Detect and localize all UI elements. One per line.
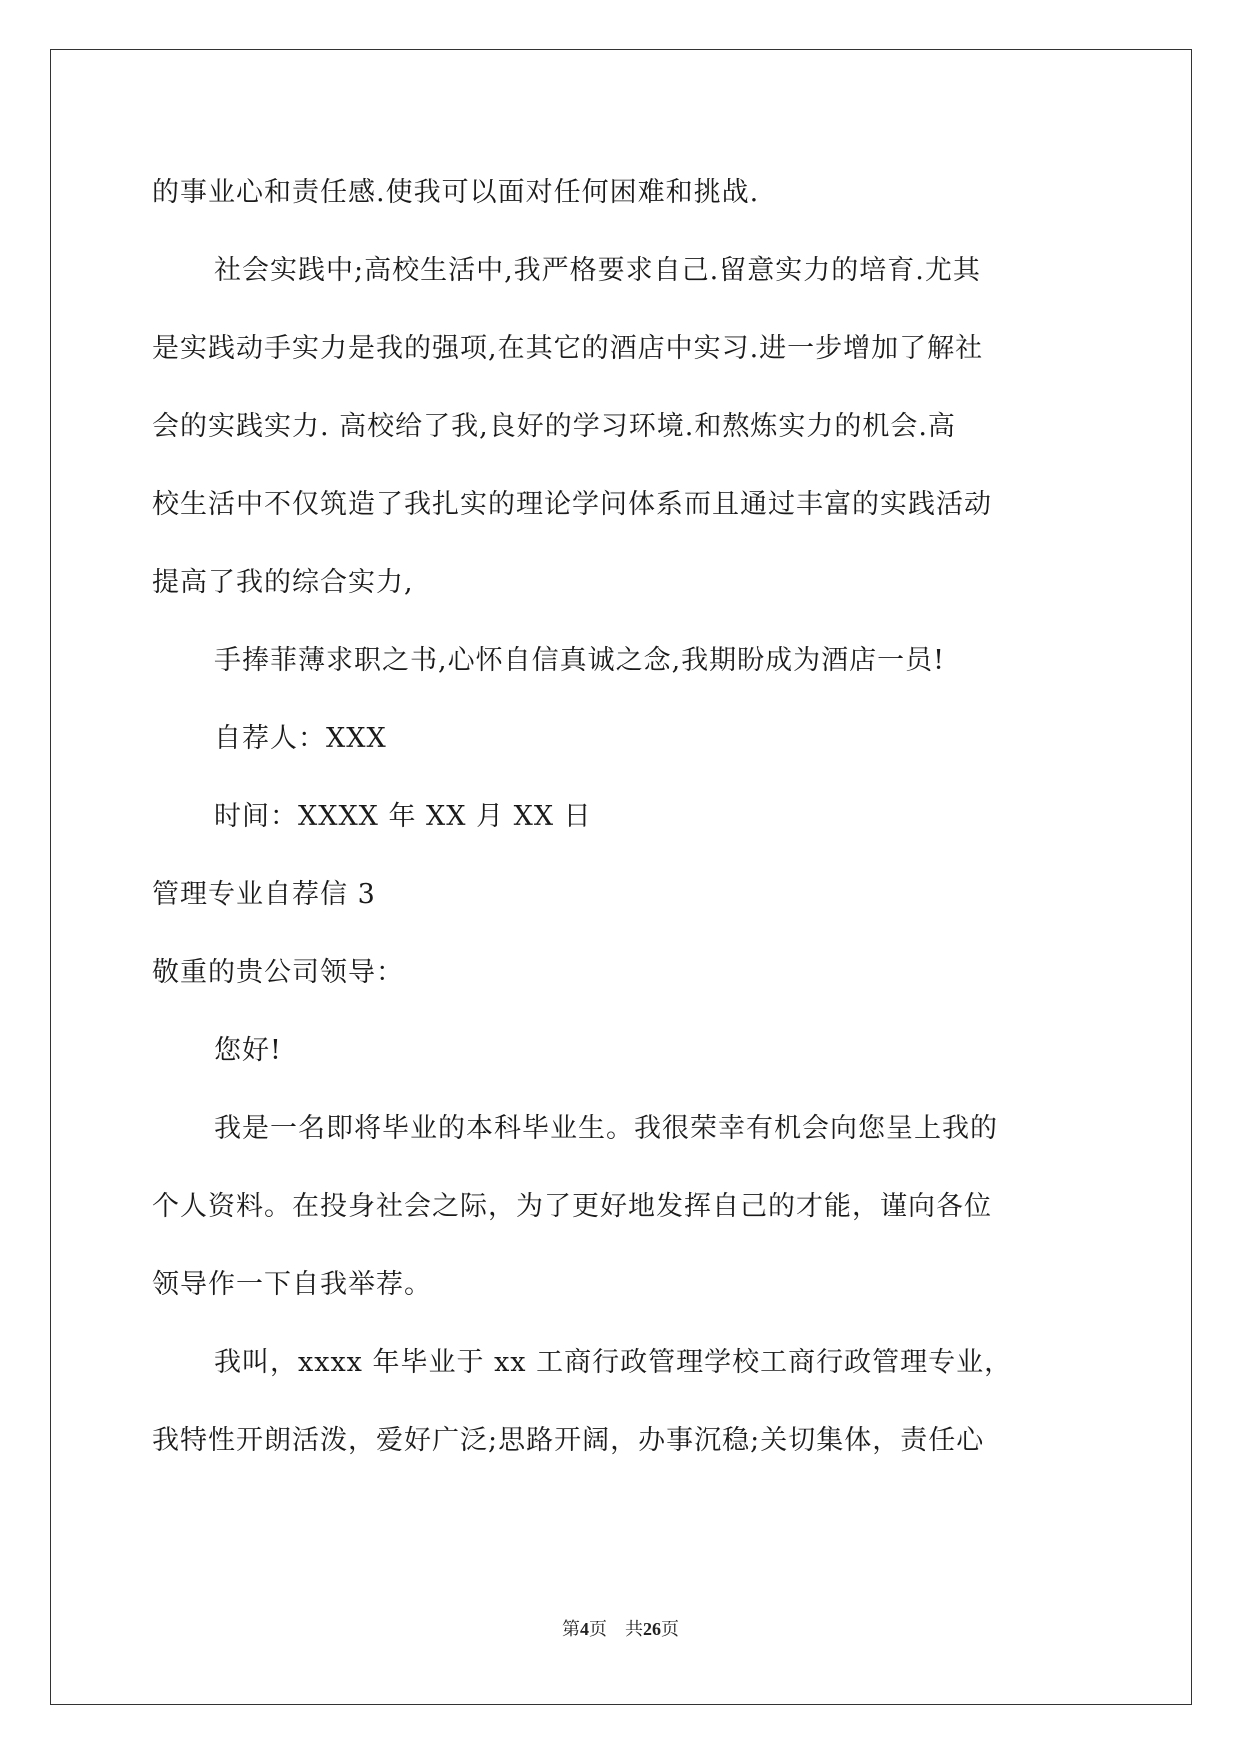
greeting: 您好! xyxy=(214,1035,282,1066)
text-line: 个人资料。在投身社会之际，为了更好地发挥自己的才能，谨向各位 xyxy=(152,1191,992,1222)
paragraph-start-line: 社会实践中;高校生活中,我严格要求自己.留意实力的培育.尤其 xyxy=(214,255,981,286)
page-number: 4 xyxy=(580,1619,589,1639)
section-heading: 管理专业自荐信 3 xyxy=(152,879,376,910)
signature-line: 自荐人：XXX xyxy=(214,723,387,754)
text-line: 是实践动手实力是我的强项,在其它的酒店中实习.进一步增加了解社 xyxy=(152,333,984,364)
total-suffix: 页 xyxy=(661,1619,679,1639)
paragraph-start-line: 手捧菲薄求职之书,心怀自信真诚之念,我期盼成为酒店一员! xyxy=(214,645,946,676)
date-line: 时间：XXXX 年 XX 月 XX 日 xyxy=(214,801,592,832)
text-line: 我特性开朗活泼，爱好广泛;思路开阔，办事沉稳;关切集体，责任心 xyxy=(152,1425,985,1456)
total-pages: 26 xyxy=(643,1619,661,1639)
text-line: 校生活中不仅筑造了我扎实的理论学问体系而且通过丰富的实践活动 xyxy=(152,489,992,520)
text-line: 会的实践实力. 高校给了我,良好的学习环境.和熬炼实力的机会.高 xyxy=(152,411,956,442)
page-suffix: 页 xyxy=(589,1619,607,1639)
page-footer xyxy=(0,1618,1241,1640)
page-prefix: 第 xyxy=(562,1619,580,1639)
paragraph-start-line: 我是一名即将毕业的本科毕业生。我很荣幸有机会向您呈上我的 xyxy=(214,1113,998,1144)
text-line: 领导作一下自我举荐。 xyxy=(152,1269,432,1300)
paragraph-start-line: 我叫，xxxx 年毕业于 xx 工商行政管理学校工商行政管理专业， xyxy=(214,1347,1013,1378)
text-line: 提高了我的综合实力, xyxy=(152,567,414,598)
salutation: 敬重的贵公司领导： xyxy=(152,957,404,988)
total-prefix: 共 xyxy=(625,1619,643,1639)
text-line: 的事业心和责任感.使我可以面对任何困难和挑战. xyxy=(152,177,760,208)
